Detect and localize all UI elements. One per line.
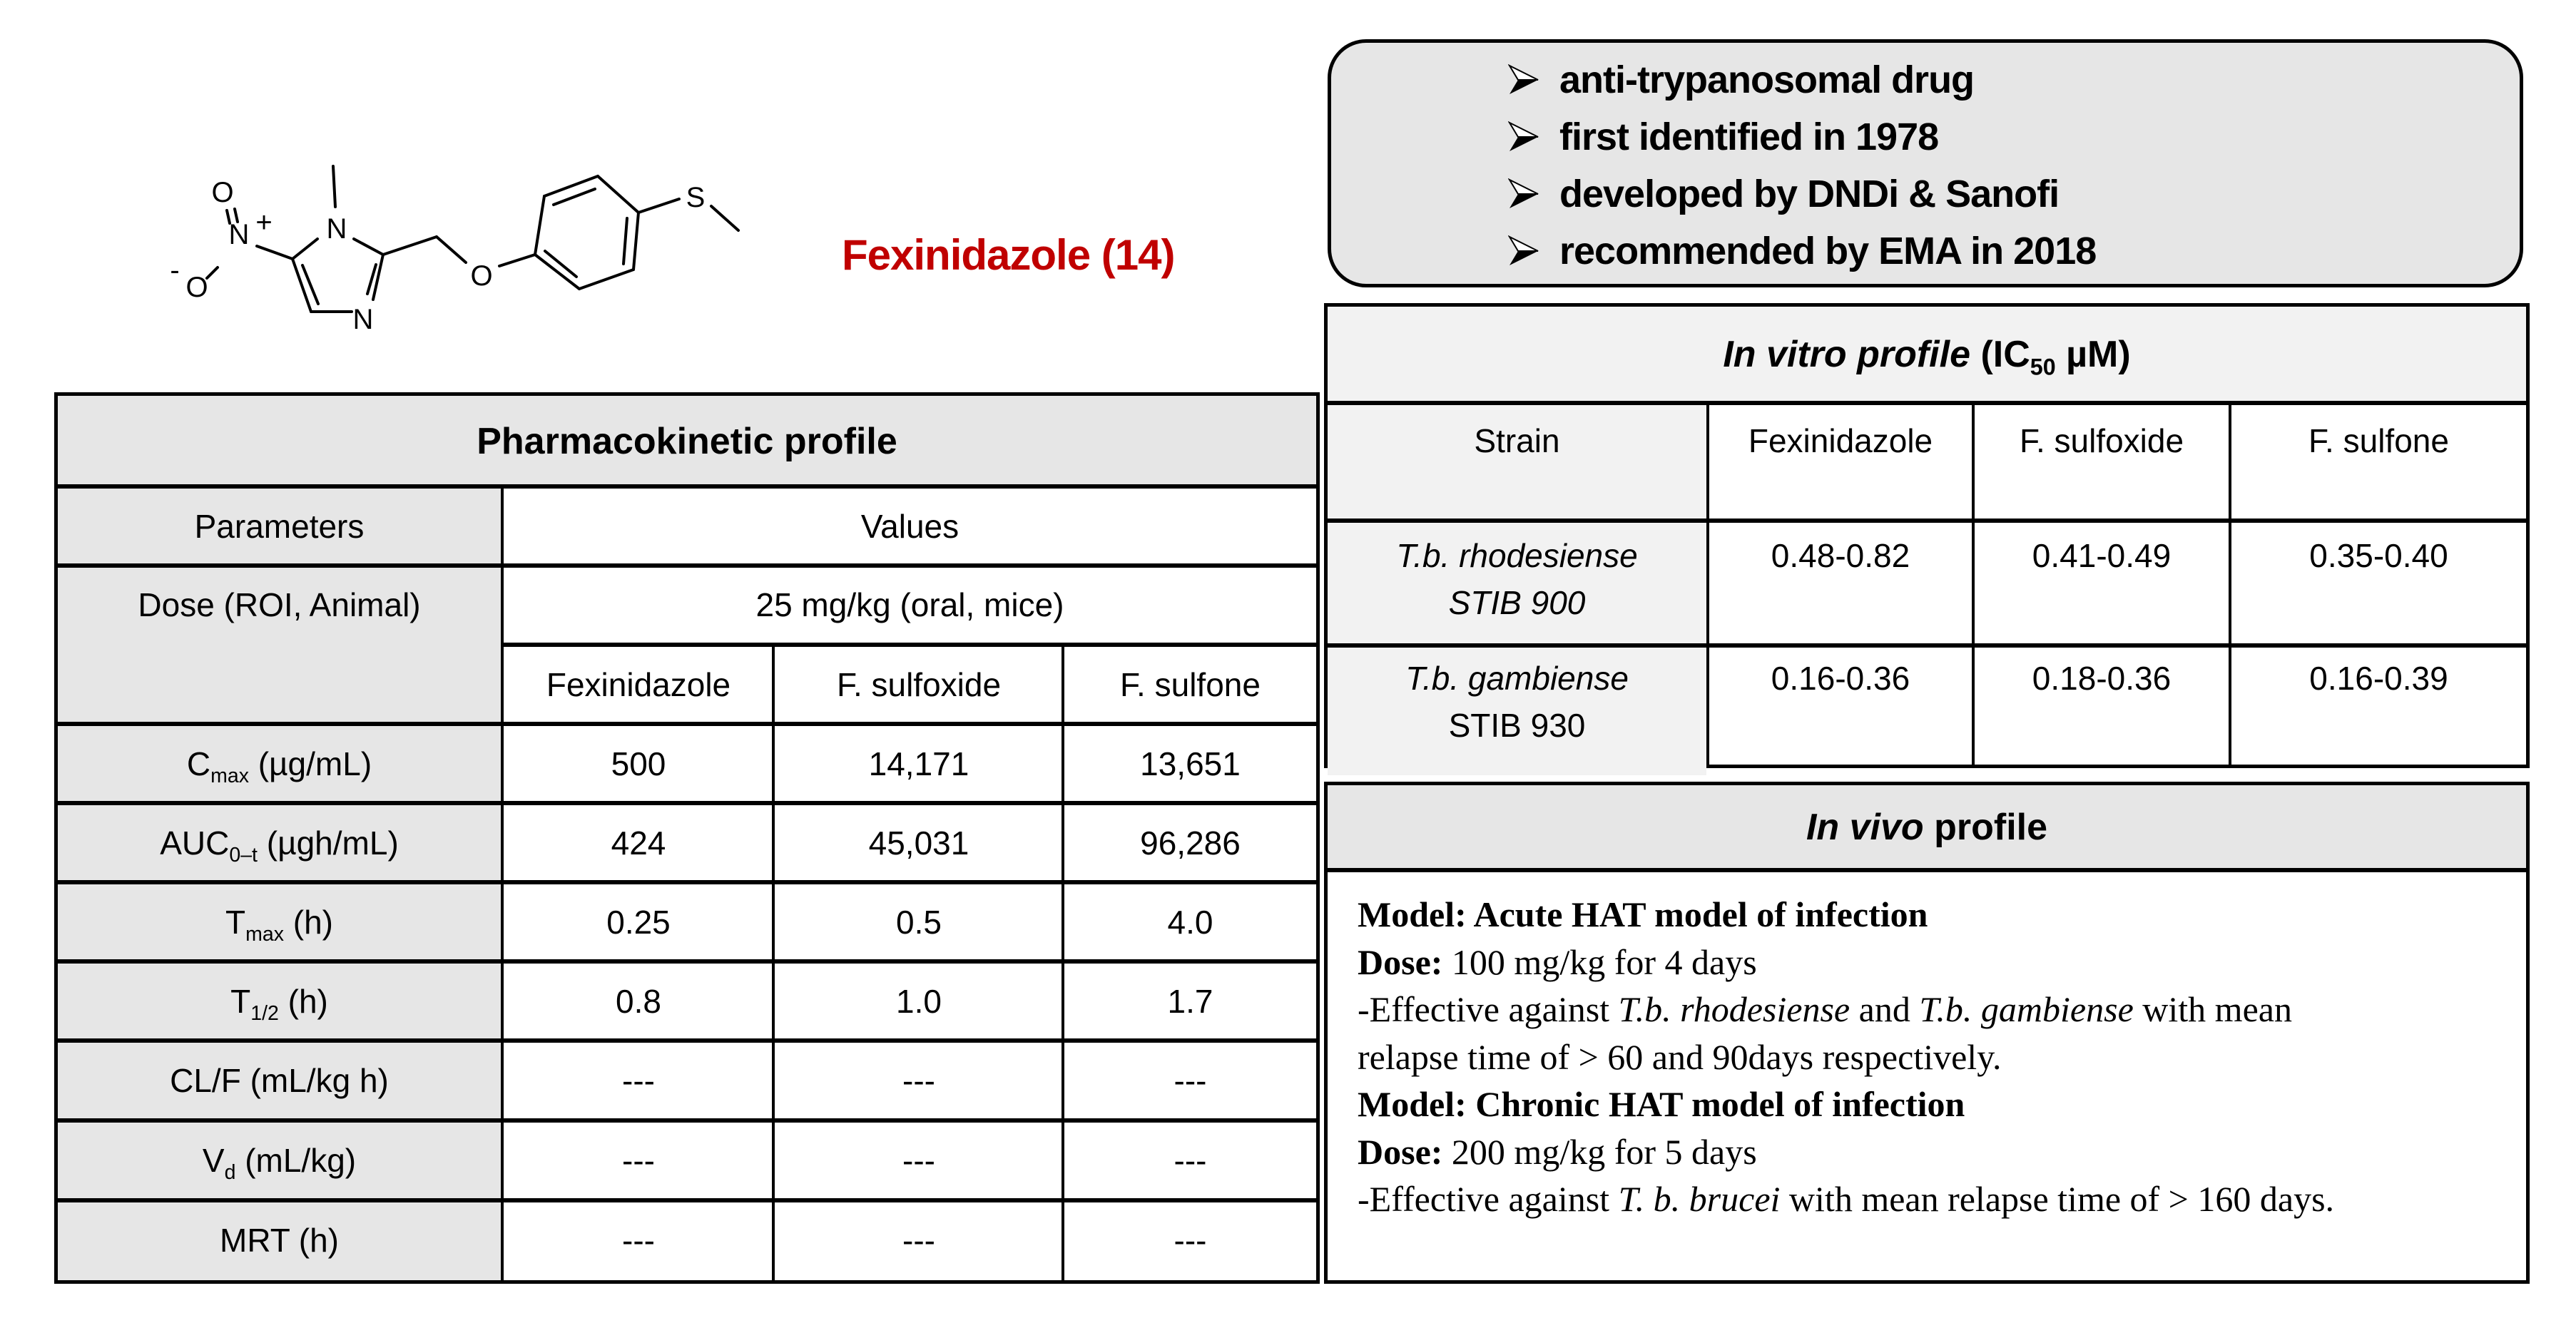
divider — [1328, 401, 2526, 405]
divider — [58, 880, 1316, 884]
atom-o-minus: O — [185, 272, 208, 303]
pk-value: 0.5 — [896, 903, 942, 941]
divider — [58, 1038, 1316, 1043]
invivo-panel — [1324, 782, 2530, 1284]
invitro-col-sulfoxide: F. sulfoxide — [2019, 422, 2184, 459]
ic50-value: 0.18-0.36 — [2032, 660, 2172, 697]
param-label: $V_d$ (mL/kg) — [58, 1120, 501, 1200]
divider — [2229, 402, 2231, 765]
ic50-value: 0.35-0.40 — [2309, 537, 2448, 574]
atom-n3: N — [352, 304, 374, 335]
pk-col-fexinidazole: Fexinidazole — [546, 666, 731, 703]
ic50-value: 0.48-0.82 — [1771, 537, 1910, 574]
fact-item — [1508, 108, 2096, 165]
divider — [501, 643, 1316, 647]
pk-value: --- — [902, 1142, 935, 1179]
arrowhead-bullet-icon — [1508, 235, 1539, 267]
arrowhead-bullet-icon — [1508, 64, 1539, 96]
divider — [1328, 868, 2526, 872]
compound-title: Fexinidazole (14) — [842, 231, 1175, 279]
divider — [1328, 643, 2526, 648]
param-label: $AUC_{0-t}$ (µgh/mL) — [58, 803, 501, 882]
param-label: $T_{1/2}$ (h) — [58, 961, 501, 1041]
acute-effect-line: -Effective against T.b. rhodesiense and T.b. gambiense with mean — [1358, 989, 2292, 1029]
param-header: Parameters — [58, 486, 501, 566]
divider — [1062, 644, 1064, 1280]
fact-item — [1508, 223, 2096, 280]
invitro-col-fexinidazole: Fexinidazole — [1748, 422, 1933, 459]
invitro-title: In vitro profile ($IC_{50}$ µM) — [1328, 307, 2526, 402]
pk-value: 14,171 — [868, 745, 969, 782]
strain-header: Strain — [1328, 404, 1706, 520]
pk-value: --- — [902, 1222, 935, 1259]
pk-value: 4.0 — [1167, 903, 1213, 941]
param-label: CL/F (mL/kg h) — [58, 1041, 501, 1120]
fact-text: first identified in 1978 — [1559, 116, 1939, 158]
atom-s: S — [686, 182, 706, 213]
divider — [58, 563, 1316, 568]
pk-value: --- — [902, 1062, 935, 1099]
pk-value: 424 — [611, 824, 666, 862]
pk-value: --- — [622, 1142, 655, 1179]
fact-item — [1508, 165, 2096, 223]
chronic-dose-line: Dose: 200 mg/kg for 5 days — [1358, 1131, 1757, 1172]
pk-value: --- — [622, 1062, 655, 1099]
chronic-effect-line: -Effective against T. b. brucei with mean relapse time of > 160 days. — [1358, 1179, 2335, 1219]
param-label: $C_{max}$ (µg/mL) — [58, 724, 501, 803]
divider — [58, 484, 1316, 489]
divider — [501, 486, 504, 1280]
fact-item — [1508, 51, 2096, 108]
pk-col-sulfone: F. sulfone — [1120, 666, 1261, 703]
param-label: MRT (h) — [58, 1200, 501, 1280]
pk-value: 13,651 — [1140, 745, 1241, 782]
divider — [772, 644, 775, 1280]
pk-value: 500 — [611, 745, 666, 782]
pk-value: --- — [1174, 1142, 1207, 1179]
divider — [58, 959, 1316, 964]
pk-value: 45,031 — [868, 824, 969, 862]
pk-value: 0.25 — [606, 903, 671, 941]
divider — [1706, 402, 1709, 765]
divider — [58, 1198, 1316, 1202]
strain-cell: T.b. rhodesiense STIB 900 — [1328, 522, 1706, 645]
key-facts-list — [1508, 51, 2096, 280]
pk-value: 96,286 — [1140, 824, 1241, 862]
pk-col-sulfoxide: F. sulfoxide — [836, 666, 1002, 703]
pk-value: --- — [1174, 1222, 1207, 1259]
divider — [1972, 402, 1975, 765]
acute-dose-line: Dose: 100 mg/kg for 4 days — [1358, 941, 1757, 982]
pk-value: 1.0 — [896, 982, 942, 1020]
key-facts-box — [1328, 39, 2523, 287]
atom-n-nitro: N — [228, 219, 250, 250]
pk-table-title: Pharmacokinetic profile — [58, 396, 1316, 486]
pharmacokinetic-table — [54, 392, 1320, 1284]
chronic-model-line: Model: Chronic HAT model of infection — [1358, 1084, 1965, 1124]
divider — [58, 1118, 1316, 1123]
charge-minus: - — [170, 255, 180, 286]
divider — [1328, 519, 2526, 523]
acute-effect-line-2: relapse time of > 60 and 90days respectively. — [1358, 1036, 2002, 1077]
pk-value: --- — [622, 1222, 655, 1259]
fact-text: developed by DNDi & Sanofi — [1559, 173, 2060, 215]
invitro-col-sulfone: F. sulfone — [2308, 422, 2449, 459]
atom-n1: N — [326, 213, 347, 245]
invivo-title: In vivo profile — [1328, 785, 2526, 869]
dose-value: 25 mg/kg (oral, mice) — [755, 586, 1064, 623]
atom-o-ether: O — [470, 260, 493, 292]
fact-text: recommended by EMA in 2018 — [1559, 230, 2097, 272]
acute-model-line: Model: Acute HAT model of infection — [1358, 894, 1928, 934]
dose-label: Dose (ROI, Animal) — [58, 566, 501, 725]
invivo-description — [1358, 891, 2512, 1223]
values-header: Values — [860, 507, 959, 545]
strain-cell: T.b. gambiense STIB 930 — [1328, 648, 1706, 765]
arrowhead-bullet-icon — [1508, 178, 1539, 210]
pk-value: --- — [1174, 1062, 1207, 1099]
fexinidazole-structure — [157, 143, 785, 357]
divider — [58, 722, 1316, 726]
charge-plus: + — [255, 207, 273, 238]
pk-value: 1.7 — [1167, 982, 1213, 1020]
arrowhead-bullet-icon — [1508, 121, 1539, 153]
ic50-value: 0.16-0.39 — [2309, 660, 2448, 697]
divider — [58, 801, 1316, 805]
fact-text: anti-trypanosomal drug — [1559, 58, 1975, 101]
ic50-value: 0.41-0.49 — [2032, 537, 2172, 574]
atom-o-nitro: O — [211, 177, 234, 208]
pk-value: 0.8 — [616, 982, 661, 1020]
ic50-value: 0.16-0.36 — [1771, 660, 1910, 697]
param-label: $T_{max}$ (h) — [58, 882, 501, 961]
invitro-table — [1324, 303, 2530, 768]
